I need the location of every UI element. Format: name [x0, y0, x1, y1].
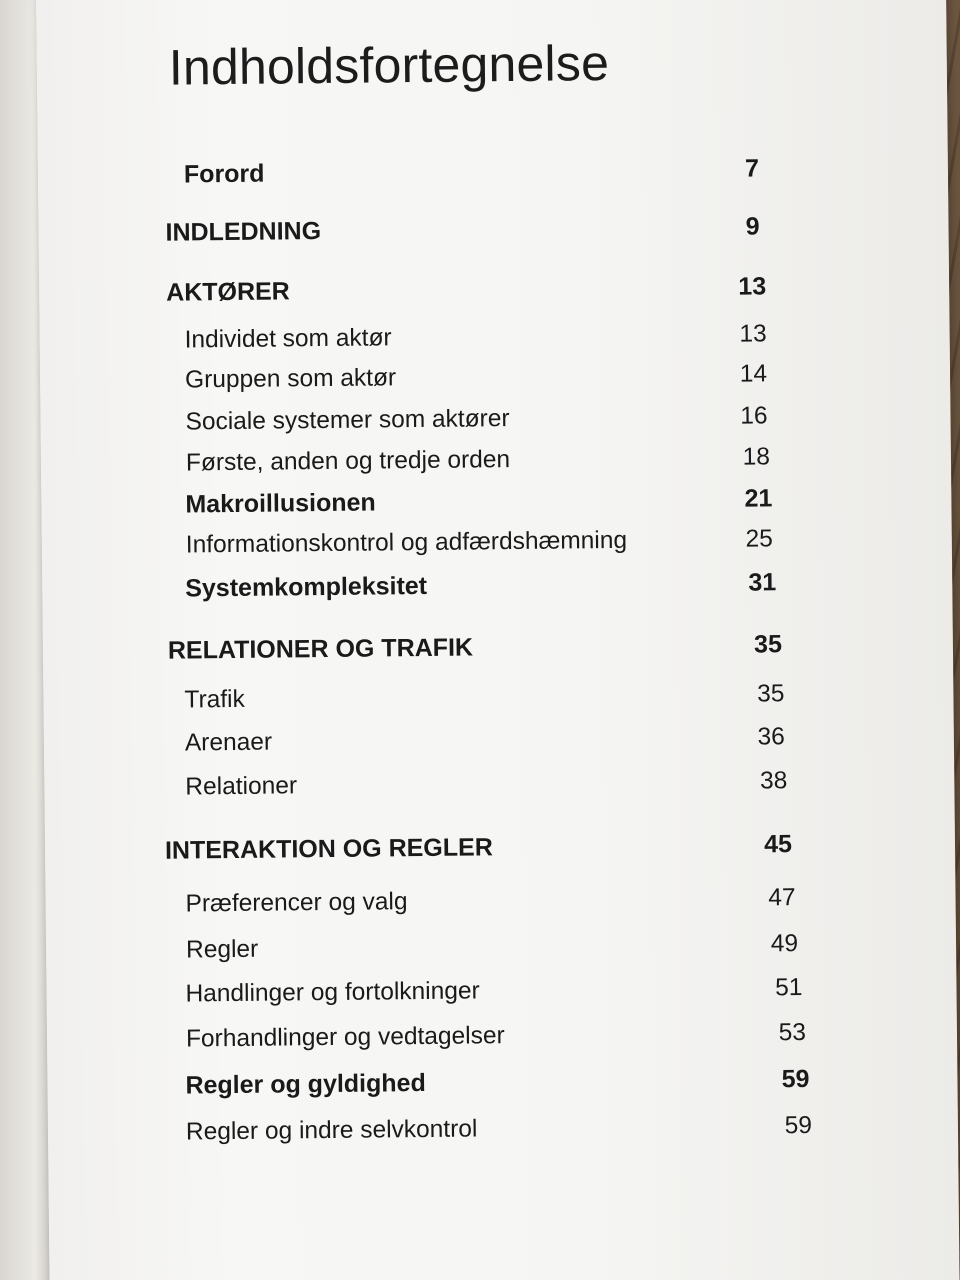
toc-entry-label: Forhandlinger og vedtagelser — [185, 1022, 505, 1053]
toc-entry-label: Arenaer — [184, 728, 273, 757]
toc-entry-label: Systemkompleksitet — [185, 571, 428, 603]
toc-entry-page: 13 — [739, 320, 767, 348]
toc-entry-label: Sociale systemer som aktører — [185, 405, 510, 436]
book-page — [36, 0, 960, 1280]
toc-entry-page: 21 — [744, 484, 773, 513]
toc-entry-page: 59 — [784, 1111, 813, 1140]
toc-entry-page: 25 — [745, 525, 773, 553]
toc-entry-label: INTERAKTION OG REGLER — [164, 833, 493, 865]
toc-entry-forord — [184, 154, 759, 200]
toc-entry-label: Individet som aktør — [184, 324, 392, 354]
toc-entry — [186, 1112, 812, 1159]
toc-entry-label: Informationskontrol og adfærdshæmning — [185, 526, 628, 559]
toc-entry — [185, 974, 802, 1020]
toc-entry-label: Præferencer og valg — [185, 888, 408, 918]
toc-entry-label: Handlinger og fortolkninger — [185, 977, 480, 1008]
toc-entry-label: Første, anden og tredje orden — [185, 446, 511, 477]
toc-entry-page: 47 — [768, 884, 796, 912]
toc-entry-label: INDLEDNING — [165, 217, 322, 247]
toc-entry-interaktion-og-regler — [165, 830, 792, 877]
toc-entry — [185, 360, 767, 406]
toc-entry-page: 13 — [738, 272, 767, 301]
toc-entry-systemkompleksitet — [185, 568, 776, 614]
toc-entry-label: Makroillusionen — [185, 488, 376, 519]
toc-entry-label: AKTØRER — [166, 277, 290, 307]
toc-entry — [185, 884, 795, 930]
toc-entry-aktorer — [166, 272, 766, 318]
toc-entry — [186, 930, 798, 976]
toc-entry-relationer-og-trafik — [168, 630, 782, 676]
toc-entry-label: Trafik — [184, 685, 245, 714]
toc-entry-page: 16 — [740, 402, 768, 430]
toc-entry — [185, 320, 767, 366]
toc-entry-page: 35 — [753, 630, 783, 659]
toc-entry-page: 59 — [781, 1064, 810, 1094]
toc-entry-page: 45 — [764, 830, 793, 859]
toc-entry — [186, 1019, 806, 1065]
toc-entry-indledning — [165, 212, 759, 258]
toc-entry — [185, 723, 785, 769]
toc-entry-makroillusionen — [185, 484, 772, 530]
toc-entry-page: 31 — [748, 568, 777, 597]
toc-entry-page: 35 — [757, 680, 785, 708]
toc-entry — [184, 680, 784, 726]
toc-entry-page: 38 — [759, 767, 788, 795]
toc-entry-label: Regler — [185, 935, 259, 964]
toc-entry-label: Forord — [183, 159, 265, 189]
page-title: Indholdsfortegnelse — [168, 35, 610, 96]
toc-entry — [186, 443, 770, 489]
toc-entry-page: 36 — [757, 723, 786, 751]
toc-entry-page: 18 — [742, 443, 771, 471]
toc-entry — [185, 402, 767, 448]
toc-entry-label: Relationer — [185, 772, 298, 801]
toc-entry — [186, 525, 773, 571]
toc-entry-label: Regler og gyldighed — [185, 1068, 426, 1100]
toc-entry-label: Regler og indre selvkontrol — [185, 1115, 478, 1146]
toc-entry-page: 51 — [775, 974, 803, 1002]
toc-entry-regler-og-gyldighed — [185, 1065, 809, 1112]
toc-entry — [185, 767, 787, 813]
toc-entry-page: 7 — [744, 154, 760, 183]
toc-entry-page: 53 — [778, 1018, 807, 1047]
toc-entry-page: 9 — [745, 212, 760, 241]
toc-entry-page: 49 — [770, 930, 799, 958]
toc-entry-page: 14 — [739, 360, 768, 388]
toc-entry-label: Gruppen som aktør — [184, 364, 397, 394]
toc-entry-label: RELATIONER OG TRAFIK — [167, 633, 474, 665]
